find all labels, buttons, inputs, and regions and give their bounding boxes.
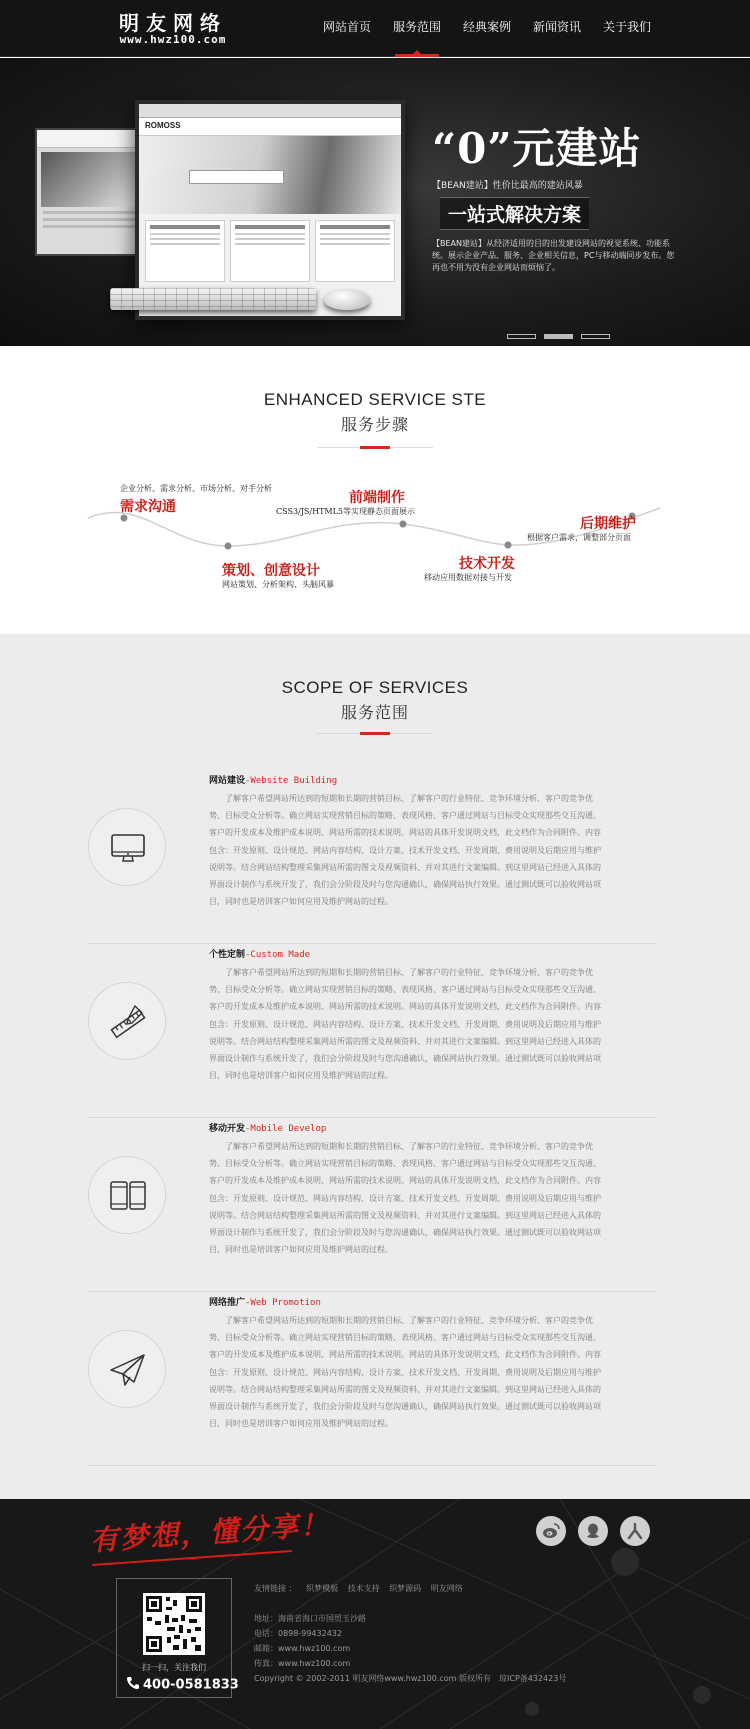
logo[interactable] <box>98 12 248 48</box>
step-1-desc: 企业分析、需求分析、市场分析、对手分析 <box>120 484 272 493</box>
step-1-title: 需求沟通 <box>120 499 176 515</box>
nav-home[interactable]: 网站首页 <box>322 20 371 34</box>
qr-code <box>143 1593 205 1655</box>
nav-about[interactable]: 关于我们 <box>602 20 651 34</box>
services-title-en: SCOPE OF SERVICES <box>281 678 469 697</box>
step-5-desc: 根据客户需求，调整部分页面 <box>527 533 631 542</box>
services-title-rule <box>317 733 433 734</box>
qr-code-box <box>116 1578 239 1698</box>
service-name-cn: 网站建设 <box>209 776 246 786</box>
monitor-icon <box>88 808 166 886</box>
weibo-icon[interactable] <box>536 1516 566 1546</box>
service-description: 了解客户希望网站所达到的短期和长期的营销目标、了解客户的行业特征、竞争环境分析、客户的竞争优势、目标受众分析等。确立网站实现营销目标的策略、表现风格、客户通过网站与目标受众实现那些交互沟通、客户的开发成本及维护成本说明、网站所需的技术说明。网站的具体开发说明文档，此文档作为合同附件。内容包含：开发原则、设计规范、网站内容结构、设计方案、技术开发文档、开发周期、费用说明及后期应用与维护说明等。结合网站结构整理采集网站所需的图文及视频资料、并对其进行文案编辑。到这里网站已经进入具体的界面设计制作与系统开发了，我们会分阶段及时与您沟通确认，确保网站执行效果。通过测试既可以验收网站项目，同时也是培训客户如何应用及维护网站的过程。 <box>209 794 601 907</box>
service-title <box>209 1121 326 1134</box>
renren-icon[interactable] <box>620 1516 650 1546</box>
step-3-desc: CSS3/JS/HTML5等实现静态页面展示 <box>276 507 416 516</box>
step-4-desc: 移动应用数据对接与开发 <box>424 573 512 582</box>
steps-title-cn: 服务步骤 <box>340 415 409 434</box>
banner-title: “0”元建站 <box>432 124 642 173</box>
banner-subtitle: 一站式解决方案 <box>440 197 589 230</box>
footer-fax: 传真：www.hwz100.com <box>254 1659 351 1668</box>
phone-number-text: 400-0581833 <box>143 1677 239 1693</box>
monitor-back-image <box>35 128 145 256</box>
screen-brand: ROMOSS <box>145 121 181 130</box>
step-2-desc: 网站策划、分析架构、头脑风暴 <box>222 580 334 589</box>
nav-services[interactable]: 服务范围 <box>382 0 452 57</box>
service-name-en: -Web Promotion <box>245 1298 321 1308</box>
service-name-en: -Custom Made <box>245 950 311 960</box>
qq-icon[interactable] <box>578 1516 608 1546</box>
tablet-phone-icon <box>88 1156 166 1234</box>
service-item <box>88 1118 656 1292</box>
nav-cases[interactable]: 经典案例 <box>462 20 511 34</box>
mouse-image <box>324 290 370 310</box>
service-description: 了解客户希望网站所达到的短期和长期的营销目标、了解客户的行业特征、竞争环境分析、客户的竞争优势、目标受众分析等。确立网站实现营销目标的策略、表现风格、客户通过网站与目标受众实现那些交互沟通、客户的开发成本及维护成本说明、网站所需的技术说明。网站的具体开发说明文档，此文档作为合同附件。内容包含：开发原则、设计规范、网站内容结构、设计方案、技术开发文档、开发周期、费用说明及后期应用与维护说明等。结合网站结构整理采集网站所需的图文及视频资料、并对其进行文案编辑。到这里网站已经进入具体的界面设计制作与系统开发了，我们会分阶段及时与您沟通确认，确保网站执行效果。通过测试既可以验收网站项目，同时也是培训客户如何应用及维护网站的过程。 <box>209 1142 601 1255</box>
step-5-title: 后期维护 <box>580 516 636 532</box>
nav-news[interactable]: 新闻资讯 <box>532 20 581 34</box>
footer-copyright: Copyright © 2002-2011 明友网络www.hwz100.com 版权所有 琼ICP备432423号 <box>254 1674 567 1683</box>
service-steps-section <box>0 346 750 634</box>
logo-domain: www.hwz100.com <box>119 33 227 46</box>
footer-address: 地址：海南省海口市国贸玉沙路 <box>254 1614 366 1623</box>
service-description: 了解客户希望网站所达到的短期和长期的营销目标、了解客户的行业特征、竞争环境分析、客户的竞争优势、目标受众分析等。确立网站实现营销目标的策略、表现风格、客户通过网站与目标受众实现那些交互沟通、客户的开发成本及维护成本说明、网站所需的技术说明。网站的具体开发说明文档，此文档作为合同附件。内容包含：开发原则、设计规范、网站内容结构、设计方案、技术开发文档、开发周期、费用说明及后期应用与维护说明等。结合网站结构整理采集网站所需的图文及视频资料、并对其进行文案编辑。到这里网站已经进入具体的界面设计制作与系统开发了，我们会分阶段及时与您沟通确认，确保网站执行效果。通过测试既可以验收网站项目，同时也是培训客户如何应用及维护网站的过程。 <box>209 1316 601 1429</box>
footer-tel: 电话：0898-99432432 <box>254 1629 342 1638</box>
phone-number[interactable] <box>125 1675 239 1695</box>
footer-slogan: 有梦想，懂分享！ <box>89 1507 331 1558</box>
logo-chinese: 明友网络 <box>119 11 227 35</box>
timeline-node-3 <box>400 521 407 528</box>
site-header <box>0 0 750 57</box>
service-description: 了解客户希望网站所达到的短期和长期的营销目标、了解客户的行业特征、竞争环境分析、客户的竞争优势、目标受众分析等。确立网站实现营销目标的策略、表现风格、客户通过网站与目标受众实现那些交互沟通、客户的开发成本及维护成本说明、网站所需的技术说明。网站的具体开发说明文档，此文档作为合同附件。内容包含：开发原则、设计规范、网站内容结构、设计方案、技术开发文档、开发周期、费用说明及后期应用与维护说明等。结合网站结构整理采集网站所需的图文及视频资料、并对其进行文案编辑。到这里网站已经进入具体的界面设计制作与系统开发了，我们会分阶段及时与您沟通确认，确保网站执行效果。通过测试既可以验收网站项目，同时也是培训客户如何应用及维护网站的过程。 <box>209 968 601 1081</box>
service-item <box>88 944 656 1118</box>
banner-description: 【BEAN建站】从经济适用的目的出发建设网站的视觉系统、功能系统。展示企业产品、服务、企业相关信息，PC与移动端同步发布。您再也不用为没有企业网站而烦恼了。 <box>432 239 675 272</box>
qr-caption: 扫一扫，关注我们 <box>142 1663 206 1672</box>
keyboard-image <box>110 288 316 310</box>
services-section <box>0 634 750 1499</box>
slider-dot-3[interactable] <box>581 334 610 339</box>
service-title <box>209 947 310 960</box>
slider-dot-2[interactable] <box>544 334 573 339</box>
monitor-front-image <box>135 100 405 320</box>
paper-plane-icon <box>88 1330 166 1408</box>
footer-email: 邮箱：www.hwz100.com <box>254 1644 351 1653</box>
service-name-cn: 个性定制 <box>209 950 246 960</box>
service-name-cn: 移动开发 <box>209 1124 246 1134</box>
services-title-cn: 服务范围 <box>340 703 409 722</box>
service-name-cn: 网络推广 <box>209 1298 246 1308</box>
friend-link[interactable]: 明友网络 <box>430 1584 463 1593</box>
friend-link[interactable]: 织梦源码 <box>389 1584 422 1593</box>
steps-title-en: ENHANCED SERVICE STE <box>263 390 487 409</box>
service-item <box>88 770 656 944</box>
slider-pagination <box>507 334 610 339</box>
banner-text <box>432 124 675 274</box>
service-title <box>209 773 337 786</box>
hero-banner <box>0 58 750 346</box>
service-title <box>209 1295 321 1308</box>
friend-link[interactable]: 织梦模板 <box>306 1584 339 1593</box>
friend-links-label: 友情链接 ： <box>254 1584 297 1593</box>
site-footer <box>0 1499 750 1729</box>
friend-links <box>254 1583 470 1594</box>
step-2-title: 策划、创意设计 <box>222 563 320 579</box>
service-item <box>88 1292 656 1466</box>
timeline-node-4 <box>505 542 512 549</box>
friend-link[interactable]: 技术支持 <box>347 1584 380 1593</box>
main-nav <box>312 0 662 57</box>
service-name-en: -Mobile Develop <box>245 1124 327 1134</box>
phone-icon <box>125 1675 141 1695</box>
step-3-title: 前端制作 <box>349 490 405 506</box>
ruler-pencil-icon <box>88 982 166 1060</box>
slider-dot-1[interactable] <box>507 334 536 339</box>
banner-tagline: 【BEAN建站】性价比最高的建站风暴 <box>432 181 583 191</box>
step-4-title: 技术开发 <box>459 556 515 572</box>
service-name-en: -Website Building <box>245 776 338 786</box>
timeline-node-2 <box>225 543 232 550</box>
